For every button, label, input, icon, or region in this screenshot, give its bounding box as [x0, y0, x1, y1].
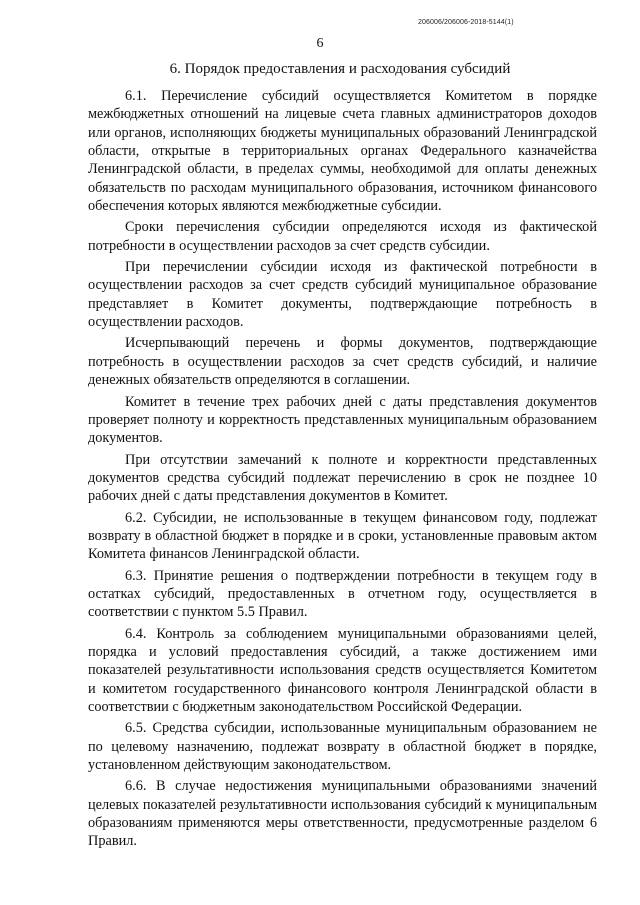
- paragraph-6-1: 6.1. Перечисление субсидий осуществляется Комитетом в порядке межбюджетных отношений на лицевые счета главных администраторов доходов или органов, исполняющих бюджеты муниципальных образований Ленинградской области, открытые в территориальных органах Федерального казначейства Ленинградской области, в пределах суммы, необходимой для оплаты денежных обязательств по расходам муниципального образования, источником финансового обеспечения которых являются межбюджетные субсидии.: [88, 88, 597, 215]
- paragraph-transfer-deadline: При отсутствии замечаний к полноте и корректности представленных документов средства субсидий подлежат перечислению в срок не позднее 10 рабочих дней с даты представления документов в Комитет.: [88, 451, 597, 505]
- paragraph-6-4: 6.4. Контроль за соблюдением муниципальными образованиями целей, порядка и условий предоставления субсидий, а также достижением ими показателей результативности использования средств осуществляется Комитетом и комитетом государственного финансового контроля Ленинградской области в соответствии с бюджетным законодательством Российской Федерации.: [88, 625, 597, 715]
- paragraph-6-2: 6.2. Субсидии, не использованные в текущем финансовом году, подлежат возврату в областной бюджет в порядке и в сроки, установленные правовым актом Комитета финансов Ленинградской области.: [88, 509, 597, 563]
- paragraph-documents-submission: При перечислении субсидии исходя из фактической потребности в осуществлении расходов за счет средств субсидий муниципальное образование представляет в Комитет документы, подтверждающие потребность в осуществлении расходов.: [88, 259, 597, 331]
- paragraph-6-3: 6.3. Принятие решения о подтверждении потребности в текущем году в остатках субсидий, предоставленных в отчетном году, осуществляется в соответствии с пунктом 5.5 Правил.: [88, 567, 597, 621]
- paragraph-6-6: 6.6. В случае недостижения муниципальными образованиями значений целевых показателей результативности использования субсидий к муниципальным образованиям применяются меры ответственности, предусмотренные разделом 6 Правил.: [88, 778, 597, 850]
- paragraph-6-5: 6.5. Средства субсидии, использованные муниципальным образованием не по целевому назначению, подлежат возврату в областной бюджет в порядке, установленном действующим законодательством.: [88, 720, 597, 774]
- paragraph-documents-list: Исчерпывающий перечень и формы документов, подтверждающие потребность в осуществлении расходов за счет средств субсидий, и наличие денежных обязательств определяются в соглашении.: [88, 335, 597, 389]
- paragraph-committee-check: Комитет в течение трех рабочих дней с даты представления документов проверяет полноту и корректность представленных муниципальным образованием документов.: [88, 393, 597, 447]
- document-body: [88, 87, 597, 854]
- document-id: 206006/206006-2018-5144(1): [418, 19, 514, 26]
- paragraph-transfer-terms: Сроки перечисления субсидии определяются исходя из фактической потребности в осуществлении расходов за счет средств субсидии.: [88, 219, 597, 254]
- page-number: 6: [316, 36, 324, 51]
- section-title: 6. Порядок предоставления и расходования субсидий: [169, 61, 511, 77]
